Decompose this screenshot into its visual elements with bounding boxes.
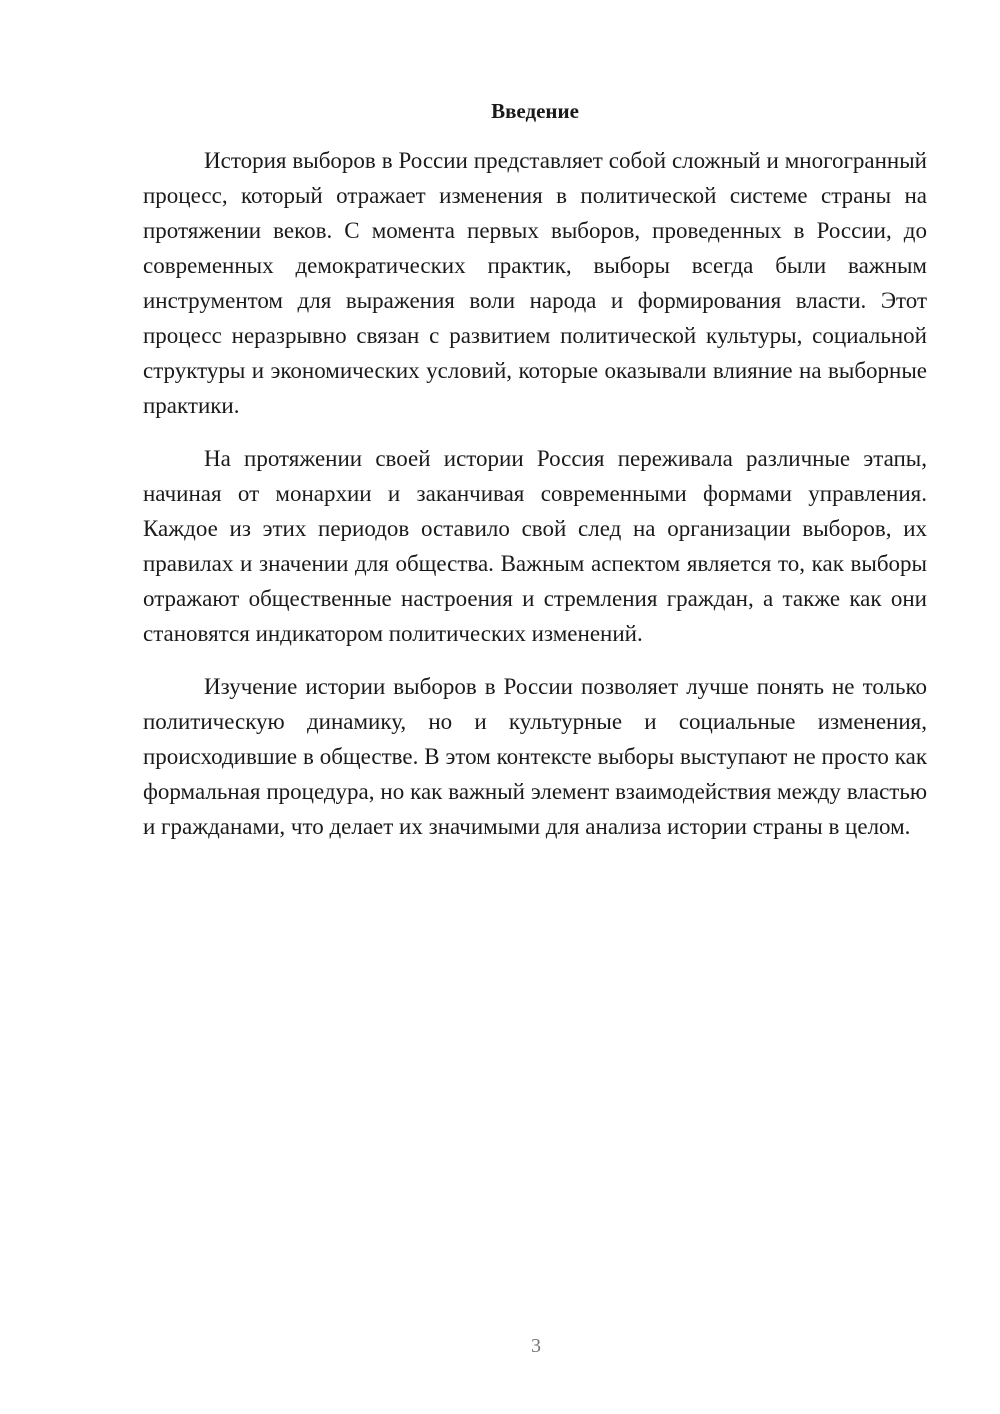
page-number: 3: [531, 1335, 541, 1357]
paragraph-3: Изучение истории выборов в России позволяет лучше понять не только политическую динамику, но и культурные и социальные изменения, происходившие в обществе. В этом контексте выборы выступают не просто как формальная процедура, но как важный элемент взаимодействия между властью и гражданами, что делает их значимыми для анализа истории страны в целом.: [143, 674, 927, 839]
paragraph-1: История выборов в России представляет собой сложный и многогранный процесс, который отражает изменения в политической системе страны на протяжении веков. С момента первых выборов, проведенных в России, до современных демократических практик, выборы всегда были важным инструментом для выражения воли народа и формирования власти. Этот процесс неразрывно связан с развитием политической культуры, социальной структуры и экономических условий, которые оказывали влияние на выборные практики.: [143, 148, 927, 418]
body-text: [143, 143, 927, 862]
section-heading: Введение: [491, 99, 579, 123]
paragraph-2: На протяжении своей истории Россия переживала различные этапы, начиная от монархии и заканчивая современными формами управления. Каждое из этих периодов оставило свой след на организации выборов, их правилах и значении для общества. Важным аспектом является то, как выборы отражают общественные настроения и стремления граждан, а также как они становятся индикатором политических изменений.: [143, 446, 927, 646]
